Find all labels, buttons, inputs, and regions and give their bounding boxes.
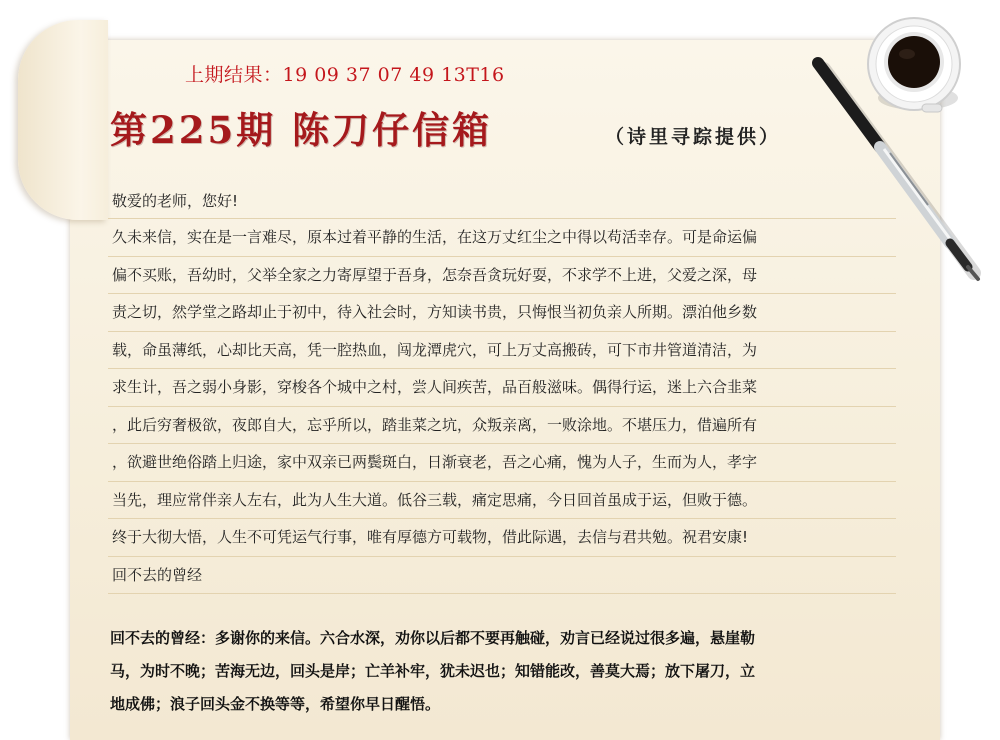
letter-signature: 回不去的曾经: [108, 557, 896, 595]
letter-body: [108, 184, 896, 594]
reply-line: 马，为时不晚；苦海无边，回头是岸；亡羊补牢，犹未迟也；知错能改，善莫大焉；放下屠刀，立: [110, 662, 756, 680]
reply-body: [108, 622, 898, 721]
letter-line: ，此后穷奢极欲，夜郎自大，忘乎所以，踏韭菜之坑，众叛亲离，一败涂地。不堪压力，借遍所有: [108, 407, 896, 445]
previous-result: 上期结果：19 09 37 07 49 13T16: [185, 64, 505, 86]
letter-line: 敬爱的老师，您好!: [108, 184, 896, 219]
letter-line: 求生计，吾之弱小身影，穿梭各个城中之村，尝人间疾苦，品百般滋味。偶得行运，迷上六合韭菜: [108, 369, 896, 407]
reply-line: 地成佛；浪子回头金不换等等，希望你早日醒悟。: [110, 695, 441, 713]
issue-title: 第225期 陈刀仔信箱: [110, 108, 493, 152]
reply-line: 回不去的曾经：多谢你的来信。六合水深，劝你以后都不要再触碰，劝言已经说过很多遍，悬崖勒: [110, 629, 756, 647]
letter-line: 终于大彻大悟，人生不可凭运气行事，唯有厚德方可载物，借此际遇，去信与君共勉。祝君安康!: [108, 519, 896, 557]
letter-line: 当先，理应常伴亲人左右，此为人生大道。低谷三载，痛定思痛，今日回首虽成于运，但败于德。: [108, 482, 896, 520]
paper-curl: [18, 20, 108, 220]
letter-line: 责之切，然学堂之路却止于初中，待入社会时，方知读书贵，只悔恨当初负亲人所期。漂泊他乡数: [108, 294, 896, 332]
letter-line: 偏不买账，吾幼时，父举全家之力寄厚望于吾身，怎奈吾贪玩好耍，不求学不上进，父爱之深，母: [108, 257, 896, 295]
credit-text: （诗里寻踪提供）: [605, 126, 782, 148]
letter-line: ，欲避世绝俗踏上归途，家中双亲已两鬓斑白，日渐衰老，吾之心痛，愧为人子，生而为人，孝字: [108, 444, 896, 482]
letter-line: 载，命虽薄纸，心却比天高，凭一腔热血，闯龙潭虎穴，可上万丈高搬砖，可下市井管道清洁，为: [108, 332, 896, 370]
letter-line: 久未来信，实在是一言难尽，原本过着平静的生活，在这万丈红尘之中得以苟活幸存。可是命运偏: [108, 219, 896, 257]
fountain-pen-icon: [800, 55, 990, 285]
